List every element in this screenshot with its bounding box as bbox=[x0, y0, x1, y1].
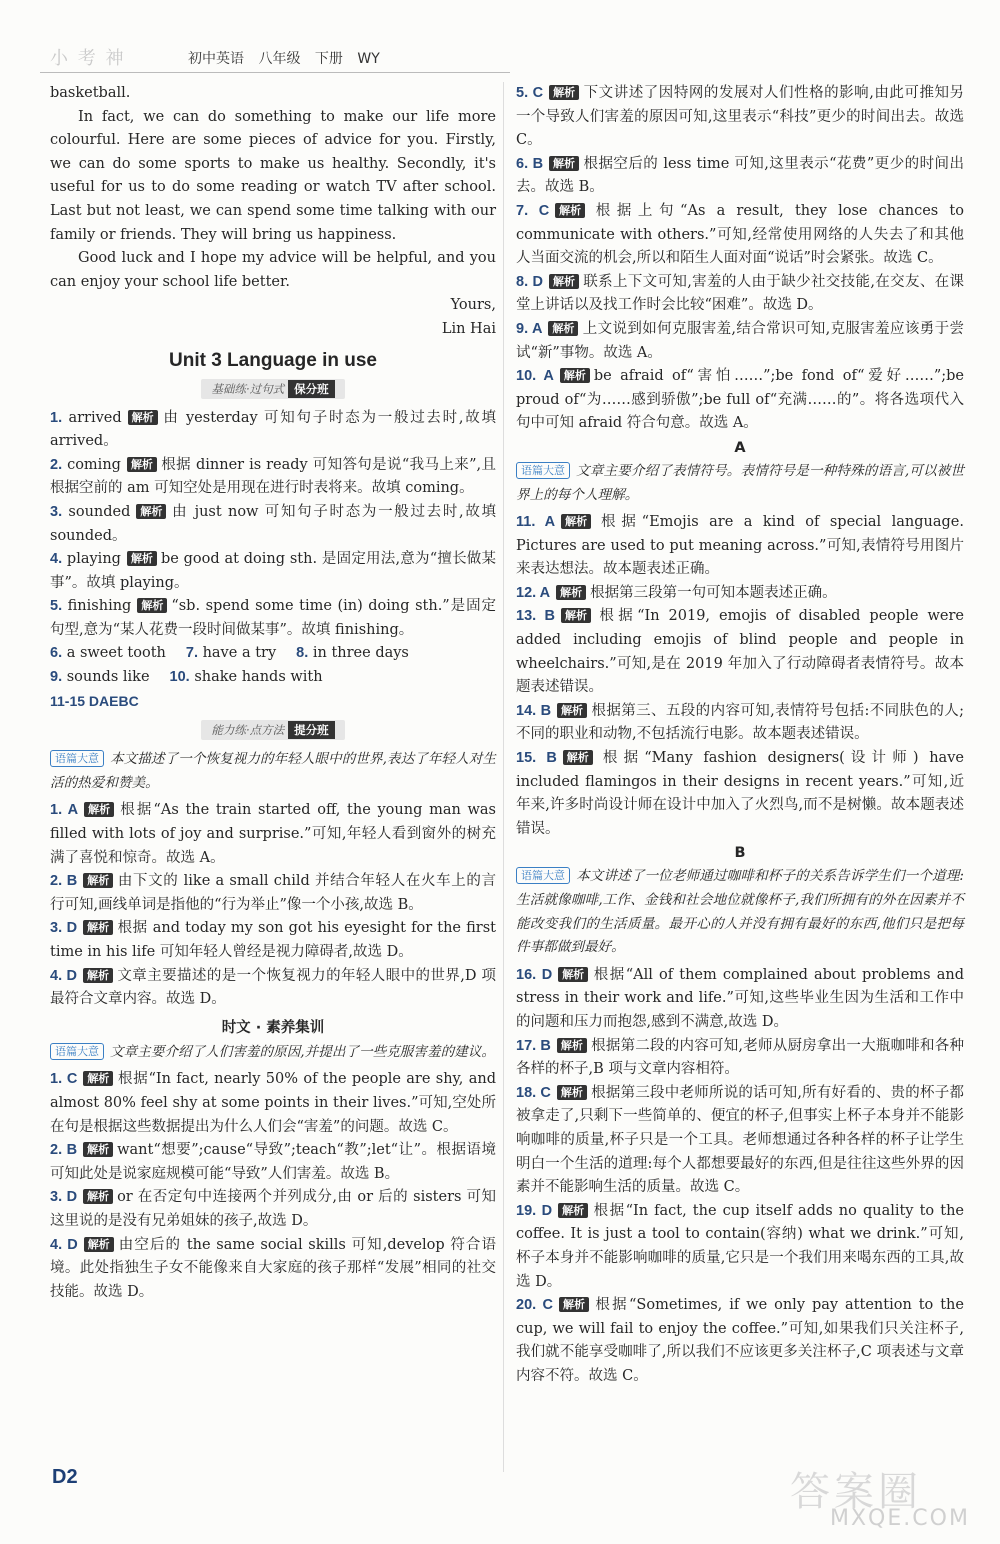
short-answers-row: 6. a sweet tooth 7. have a try 8. in three days bbox=[50, 645, 409, 662]
unit-title: Unit 3 Language in use bbox=[169, 349, 377, 371]
basic-answers bbox=[50, 407, 496, 714]
answer-item: 12. A 解析 根据第三段第一句可知本题表述正确。 bbox=[516, 584, 837, 601]
answer-item: 14. B 解析 根据第三、五段的内容可知,表情符号包括:不同肤色的人;不同的职业和动物,不包括流行电影。故本题表述错误。 bbox=[516, 702, 964, 743]
passage-summary: 语篇大意 本文描述了一个恢复视力的年轻人眼中的世界,表达了年轻人对生活的热爱和赞美。 bbox=[50, 751, 496, 791]
answer-item: 9. A 解析 上文说到如何克服害羞,结合常识可知,克服害羞应该勇于尝试“新”事物。故选 A。 bbox=[516, 320, 964, 361]
answer-item: 1. arrived 解析 由 yesterday 可知句子时态为一般过去时,故填 arrived。 bbox=[50, 409, 497, 450]
answer-item: 2. B 解析 want“想要”;cause“导致”;teach“教”;let“让”。根据语境可知此处是说家庭规模可能“导致”人们害羞。故选 B。 bbox=[50, 1142, 497, 1182]
analysis-tag: 解析 bbox=[127, 551, 157, 566]
section-banner: 能力练·点方法 提分班 bbox=[50, 719, 496, 740]
running-header bbox=[40, 44, 510, 74]
analysis-tag: 解析 bbox=[137, 598, 167, 613]
series-logo: 小 考 神 bbox=[50, 48, 126, 69]
book-info: 初中英语 八年级 下册 WY bbox=[188, 51, 380, 67]
page-number: D2 bbox=[52, 1466, 78, 1488]
column-divider bbox=[503, 82, 504, 1472]
answer-item: 18. C 解析 根据第三段中老师所说的话可知,所有好看的、贵的杯子都被拿走了,只剩下一些简单的、便宜的杯子,但事实上杯子本身并不能影响咖啡的质量,杯子只是一个工具。老师想通过各种各样的杯子让学生明白一个生活的道理:每个人都想要最好的东西,但是往往这些外界的因素并不能影响生活的质量。故选 C。 bbox=[516, 1084, 964, 1196]
answer-item: 17. B 解析 根据第二段的内容可知,老师从厨房拿出一大瓶咖啡和各种各样的杯子,B 项与文章内容相符。 bbox=[516, 1037, 964, 1078]
section-banner: 基础练·过句式 保分班 bbox=[50, 378, 496, 399]
left-column bbox=[50, 82, 496, 1304]
answer-item: 5. C 解析 下文讲述了因特网的发展对人们性格的影响,由此可推知另一个导致人们害羞的原因可知,这里表示“科技”更少的时间出去。故选 C。 bbox=[516, 85, 964, 149]
analysis-tag: 解析 bbox=[127, 457, 157, 472]
part-label-a: A bbox=[734, 439, 746, 456]
answer-item: 4. D 解析 由空后的 the same social skills 可知,develop 符合语境。此处指独生子女不能像来自大家庭的孩子那样“发展”相同的社交技能。故选 D。 bbox=[50, 1236, 496, 1300]
analysis-tag: 解析 bbox=[128, 410, 158, 425]
answer-item: 3. sounded 解析 由 just now 可知句子时态为一般过去时,故填 sounded。 bbox=[50, 503, 497, 544]
short-answers-row: 9. sounds like 10. shake hands with bbox=[50, 669, 323, 686]
answer-item: 4. D 解析 文章主要描述的是一个恢复视力的年轻人眼中的世界,D 项最符合文章内容。故选 D。 bbox=[50, 967, 496, 1008]
section-title: 时文 · 素养集训 bbox=[221, 1019, 325, 1036]
answer-item: 1. C 解析 根据“In fact, nearly 50% of the people are shy, and almost 80% feel shy at some points in their lives.”可知,空处所在句是根据这些数据提出为什么人们会“害羞”的问题。故选 C。 bbox=[50, 1071, 496, 1135]
watermark-logo bbox=[790, 1460, 980, 1540]
answer-item: 13. B 解析 根据“In 2019, emojis of disabled people were added including emojis of blind people and people in wheelchairs.”可知,是在 2019 年加入了行动障碍者表情符号。故本题表述错误。 bbox=[516, 608, 964, 696]
answer-item: 11. A 解析 根据“Emojis are a kind of special language. Pictures are used to put meaning across.”可知,表情符号用图片来表达想法。故本题表述正确。 bbox=[516, 514, 964, 578]
answer-item: 2. coming 解析 根据 dinner is ready 可知答句是说“我马上来”,且根据空前的 am 可知空处是用现在进行时表将来。故填 coming。 bbox=[50, 456, 496, 497]
analysis-tag: 解析 bbox=[136, 504, 166, 519]
letter-closing: Yours, bbox=[450, 297, 496, 314]
passage-summary: 语篇大意 文章主要介绍了表情符号。表情符号是一种特殊的语言,可以被世界上的每个人理解。 bbox=[516, 462, 964, 503]
answer-item: 7. C 解析 根据上句“As a result, they lose chances to communicate with others.”可知,经常使用网络的人失去了和其他人当面交流的机会,所以和陌生人面对面“说话”时会紧张。故选 C。 bbox=[516, 202, 964, 267]
answer-item: 3. D 解析 or 在否定句中连接两个并列成分,由 or 后的 sisters 可知这里说的是没有兄弟姐妹的孩子,故选 D。 bbox=[50, 1189, 496, 1229]
mc-answers: 11-15 DAEBC bbox=[50, 692, 139, 709]
watermark-url: MXQE.COM bbox=[830, 1506, 970, 1531]
part-label-b: B bbox=[734, 845, 746, 862]
answer-item: 8. D 解析 联系上下文可知,害羞的人由于缺少社交技能,在交友、在课堂上讲话以及找工作时会比较“困难”。故选 D。 bbox=[516, 273, 965, 314]
watermark-text: 答案圈 bbox=[790, 1469, 922, 1515]
answer-item: 16. D 解析 根据“All of them complained about problems and stress in their work and life.”可知,这些毕业生因为生活和工作中的问题和压力而抱怨,感到不满意,故选 D。 bbox=[516, 966, 964, 1030]
answer-item: 19. D 解析 根据“In fact, the cup itself adds no quality to the coffee. It is just a tool to contain(容纳) what we drink.”可知,杯子本身并不能影响咖啡的质量,它只是一个我们用来喝东西的工具,故选 D。 bbox=[516, 1202, 964, 1290]
answer-item: 2. B 解析 由下文的 like a small child 并结合年轻人在火车上的言行可知,画线单词是指他的“行为举止”像一个小孩,故选 B。 bbox=[50, 873, 496, 913]
answer-item: 10. A 解析 be afraid of“害怕……”;be fond of“爱好……”;be proud of“为……感到骄傲”;be full of“充满……的”。将各选项代入句中可知 afraid 符合句意。故选 A。 bbox=[516, 368, 964, 432]
answer-item: 6. B 解析 根据空后的 less time 可知,这里表示“花费”更少的时间出去。故选 B。 bbox=[516, 155, 965, 196]
right-column bbox=[516, 82, 964, 1388]
letter-signature: Lin Hai bbox=[441, 320, 496, 337]
letter-paragraph: Good luck and I hope my advice will be helpful, and you can enjoy your school life better. bbox=[50, 250, 496, 290]
answer-item: 1. A 解析 根据“As the train started off, the young man was filled with lots of joy and surprise.”可知,年轻人看到窗外的树充满了喜悦和惊奇。故选 A。 bbox=[50, 802, 496, 866]
passage-summary: 语篇大意 文章主要介绍了人们害羞的原因,并提出了一些克服害羞的建议。 bbox=[50, 1041, 496, 1065]
answer-item: 4. playing 解析 be good at doing sth. 是固定用法,意为“擅长做某事”。故填 playing。 bbox=[50, 551, 496, 591]
answer-item: 20. C 解析 根据“Sometimes, if we only pay attention to the cup, we will fail to enjoy the coffee.”可知,如果我们只关注杯子,我们就不能享受咖啡了,所以我们不应该更多关注杯子,C 项表述与文章内容不符。故选 C。 bbox=[516, 1297, 964, 1384]
header-rule bbox=[40, 72, 510, 73]
letter-fragment: basketball. bbox=[50, 85, 131, 101]
letter-paragraph: In fact, we can do something to make our life more colourful. Here are some pieces of advice for you. Firstly, we can do some sports to make us healthy. Secondly, it's useful for us to do some reading or watch TV after school. Last but not least, we can spend some time talking with our family or friends. They will bring us happiness. bbox=[50, 108, 496, 243]
answer-item: 15. B 解析 根据“Many fashion designers(设计师) have included flamingos in their designs in recent years.”可知,近年来,许多时尚设计师在设计中加入了火烈鸟,而不是树懒。故本题表述错误。 bbox=[516, 750, 964, 837]
answer-item: 5. finishing 解析 “sb. spend some time (in) doing sth.”是固定句型,意为“某人花费一段时间做某事”。故填 finishing。 bbox=[50, 598, 497, 638]
passage-summary: 语篇大意 本文讲述了一位老师通过咖啡和杯子的关系告诉学生们一个道理:生活就像咖啡,工作、金钱和社会地位就像杯子,我们所拥有的外在因素并不能改变我们的生活质量。最开心的人并没有拥有最好的东西,他们只是把每件事都做到最好。 bbox=[516, 868, 964, 956]
answer-item: 3. D 解析 根据 and today my son got his eyesight for the first time in his life 可知年轻人曾经是视力障碍者,故选 D。 bbox=[50, 920, 497, 960]
